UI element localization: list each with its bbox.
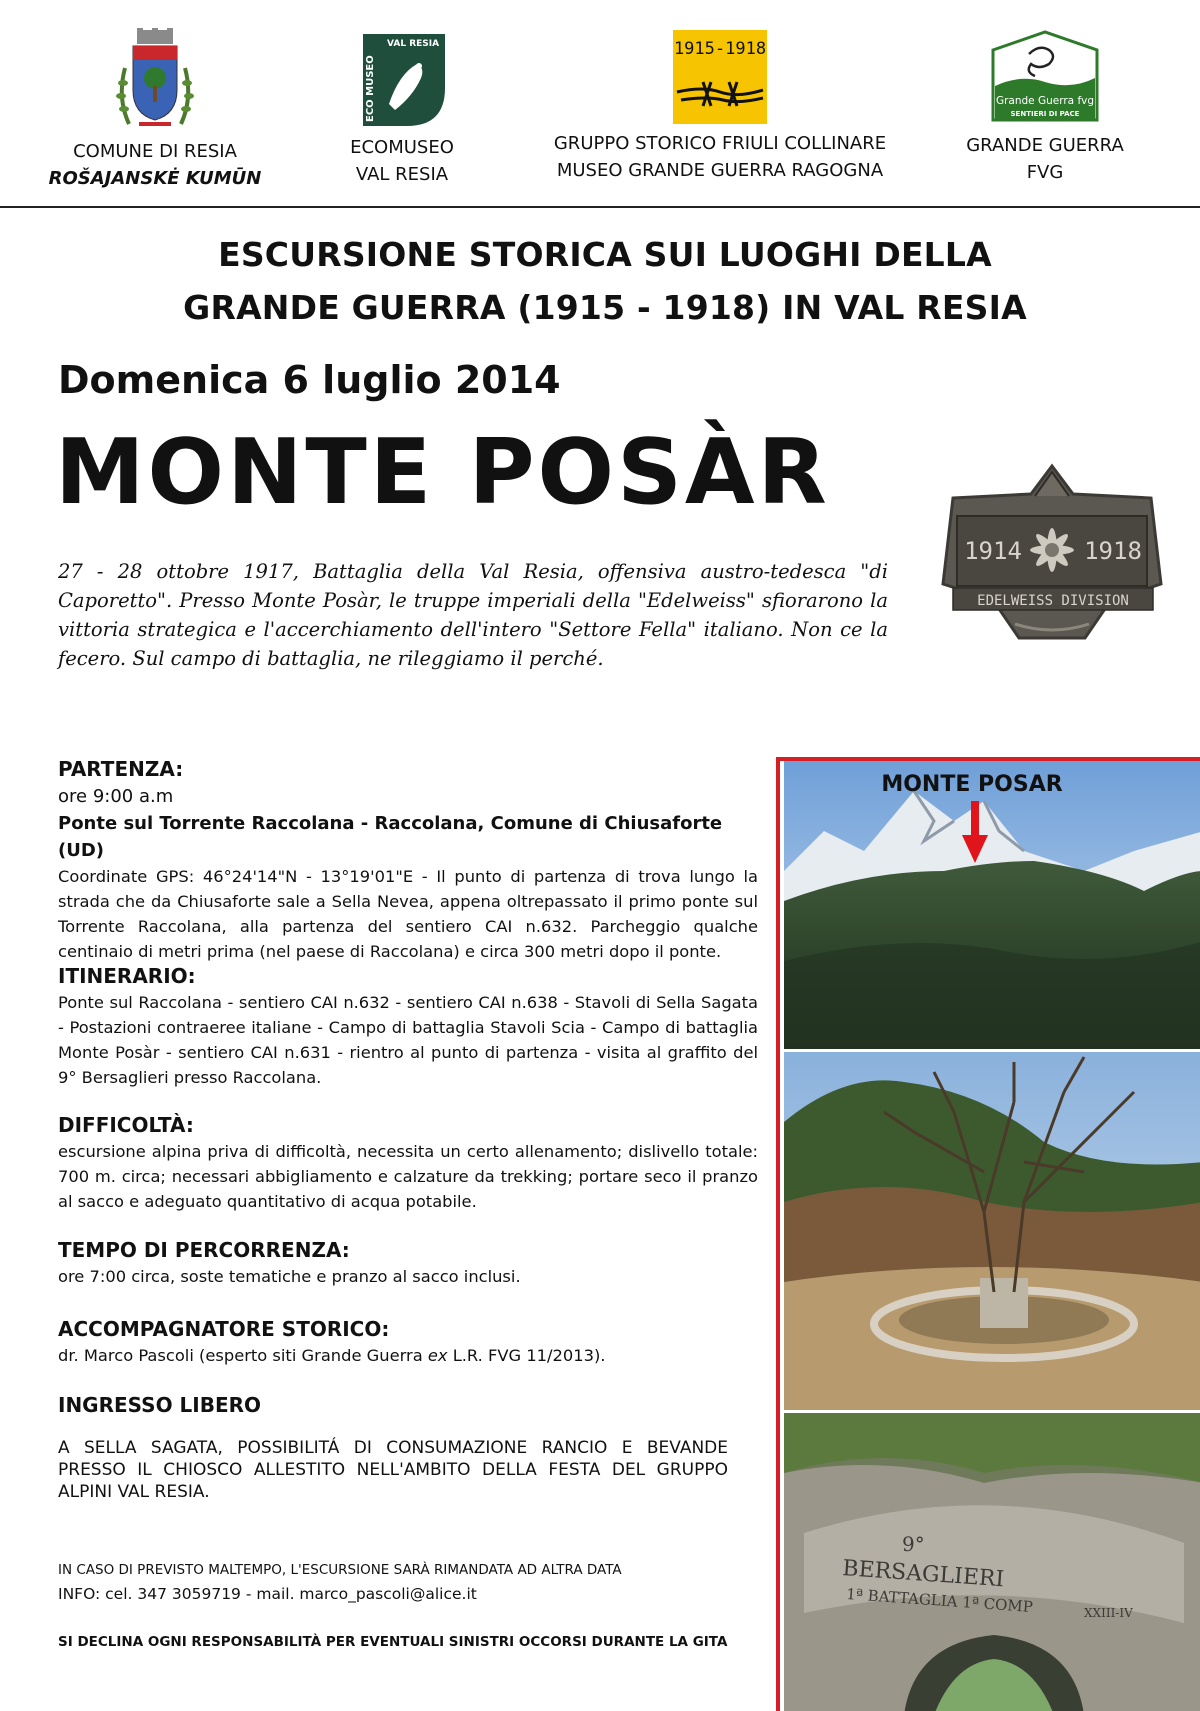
- section-heading: INGRESSO LIBERO: [58, 1393, 262, 1417]
- org-name-line2: ROŠAJANSKĖ KUMŪN: [48, 168, 262, 189]
- section-accompagnatore: [58, 1315, 758, 1368]
- notes: [58, 1558, 758, 1654]
- svg-text:VAL RESIA: VAL RESIA: [387, 39, 440, 49]
- title-line1: ESCURSIONE STORICA SUI LUOGHI DELLA: [218, 235, 992, 274]
- ecomuseo-logo: [359, 34, 445, 126]
- header-logos: [0, 0, 1200, 208]
- disclaimer-note: SI DECLINA OGNI RESPONSABILITÀ PER EVENTUALI SINISTRI OCCORSI DURANTE LA GITA: [58, 1634, 728, 1650]
- badge-year-left: 1914: [964, 537, 1022, 565]
- section-text: Coordinate GPS: 46°24'14"N - 13°19'01"E - Il punto di partenza di trova lungo la strada che da Chiusaforte sale a Sella Nevea, appena oltrepassato il primo ponte sul Torrente Raccolana, alla partenza del sentiero CAI n.632. Parcheggio qualche centinaio di metri prima (nel paese di Raccolana) e circa 300 metri dopo il ponte.: [58, 867, 758, 961]
- departure-time: ore 9:00 a.m: [58, 786, 174, 807]
- info-note: INFO: cel. 347 3059719 - mail. marco_pascoli@alice.it: [58, 1585, 477, 1603]
- guide-text-b: L.R. FVG 11/2013).: [447, 1346, 606, 1365]
- departure-place: Ponte sul Torrente Raccolana - Raccolana, Comune di Chiusaforte (UD): [58, 813, 723, 861]
- org-name-line2: MUSEO GRANDE GUERRA RAGOGNA: [556, 160, 884, 181]
- org-name-line1: ECOMUSEO: [350, 137, 454, 158]
- org-name-line1: COMUNE DI RESIA: [73, 141, 237, 162]
- org-name-line1: GRANDE GUERRA: [966, 135, 1124, 156]
- badge-caption: EDELWEISS DIVISION: [977, 593, 1129, 609]
- logo-text: Grande Guerra fvg: [995, 95, 1095, 107]
- section-heading: TEMPO DI PERCORRENZA:: [58, 1238, 350, 1262]
- org-ecomuseo: [312, 0, 492, 188]
- org-name-line2: VAL RESIA: [355, 164, 449, 185]
- svg-text:ECO MUSEO: ECO MUSEO: [365, 55, 376, 122]
- section-ingresso: [58, 1391, 758, 1503]
- org-name-line1: GRUPPO STORICO FRIULI COLLINARE: [553, 133, 887, 154]
- photo-label: MONTE POSAR: [881, 772, 1063, 797]
- section-partenza: [58, 755, 758, 964]
- section-tempo: [58, 1236, 758, 1289]
- org-grande-guerra-fvg: [940, 0, 1150, 186]
- carving-date: XXIII-IV: [1084, 1606, 1133, 1620]
- guide-text-ex: ex: [427, 1346, 448, 1365]
- logo-years: 1915-1918: [673, 39, 767, 59]
- title-line2: GRANDE GUERRA (1915 - 1918) IN VAL RESIA: [183, 288, 1027, 327]
- section-heading: ACCOMPAGNATORE STORICO:: [58, 1317, 390, 1341]
- guide-text-a: dr. Marco Pascoli (esperto siti Grande Guerra: [58, 1346, 428, 1365]
- photo-monte-posar: [784, 761, 1200, 1049]
- section-text: [58, 1343, 758, 1368]
- logo-subtext: SENTIERI DI PACE: [1010, 110, 1080, 118]
- section-text: escursione alpina priva di difficoltà, necessita un certo allenamento; dislivello totale: 700 m. circa; necessari abbigliamento e calzature da trekking; portare seco il pranzo al sacco e adeguato quantitativo di acqua potabile.: [58, 1142, 758, 1211]
- section-text: A SELLA SAGATA, POSSIBILITÁ DI CONSUMAZIONE RANCIO E BEVANDE PRESSO IL CHIOSCO ALLESTITO NELL'AMBITO DELLA FESTA DEL GRUPPO ALPINI VAL RESIA.: [58, 1438, 728, 1502]
- carving-number: 9°: [902, 1532, 925, 1556]
- mountain-name: MONTE POSÀR: [55, 420, 830, 525]
- badge-year-right: 1918: [1084, 537, 1142, 565]
- carving-title: BERSAGLIERI: [841, 1556, 1005, 1593]
- carving-subtitle: 1ª BATTAGLIA 1ª COMP: [845, 1585, 1034, 1617]
- org-gruppo-storico: [530, 0, 910, 184]
- weather-note: IN CASO DI PREVISTO MALTEMPO, L'ESCURSIONE SARÀ RIMANDATA AD ALTRA DATA: [58, 1562, 622, 1578]
- section-heading: PARTENZA:: [58, 757, 184, 781]
- section-difficolta: [58, 1111, 758, 1214]
- event-date: Domenica 6 luglio 2014: [58, 358, 561, 402]
- section-heading: ITINERARIO:: [58, 964, 196, 988]
- intro-text: 27 - 28 ottobre 1917, Battaglia della Val Resia, offensiva austro-tedesca "di Caporetto". Presso Monte Posàr, le truppe imperiali della "Edelweiss" sfiorarono la vittoria strategica e l'accerchiamento dell'intero "Settore Fella" italiano. Non ce la fecero. Sul campo di battaglia, ne rileggiamo il perché.: [58, 560, 888, 670]
- photo-column: [776, 757, 1200, 1711]
- section-text: Ponte sul Raccolana - sentiero CAI n.632 - sentiero CAI n.638 - Stavoli di Sella Sagata - Postazioni contraeree italiane - Campo di battaglia Stavoli Scia - Campo di battaglia Monte Posàr - sentiero CAI n.631 - rientro al punto di partenza - visita al graffito del 9° Bersaglieri presso Raccolana.: [58, 993, 758, 1087]
- edelweiss-flower-icon: [1030, 528, 1074, 572]
- event-title: [0, 228, 1200, 334]
- grande-guerra-fvg-logo: [991, 30, 1099, 122]
- photo-bersaglieri-graffito: [784, 1413, 1200, 1711]
- org-name-line2: FVG: [1026, 162, 1064, 183]
- photo-battlefield: [784, 1052, 1200, 1410]
- section-heading: DIFFICOLTÀ:: [58, 1113, 194, 1137]
- org-comune-di-resia: [45, 0, 265, 192]
- section-text: ore 7:00 circa, soste tematiche e pranzo al sacco inclusi.: [58, 1267, 521, 1286]
- coat-of-arms-logo: [115, 28, 195, 136]
- barbed-wire-logo: [673, 30, 767, 124]
- edelweiss-badge: [935, 458, 1170, 648]
- section-itinerario: [58, 962, 758, 1090]
